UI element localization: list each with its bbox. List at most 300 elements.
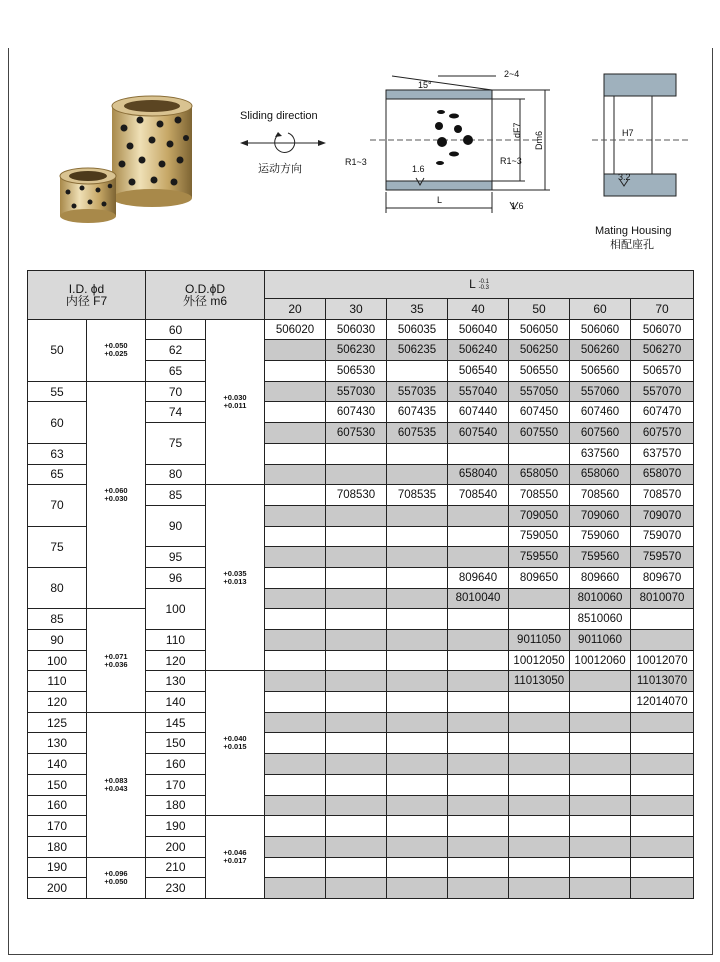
part-number-cell: 709050 <box>509 505 570 526</box>
part-number-cell: 506550 <box>509 361 570 382</box>
header-od-label: O.D.ϕD <box>184 281 226 296</box>
part-number-cell <box>326 692 387 713</box>
part-number-cell: 8010060 <box>570 588 631 609</box>
part-number-cell <box>570 795 631 816</box>
part-number-cell <box>509 774 570 795</box>
od-tolerance-upper: +0.046 <box>223 848 247 858</box>
length-header-cell: 50 <box>509 299 570 320</box>
part-number-cell <box>265 733 326 754</box>
id-tolerance-cell <box>87 712 146 857</box>
table-row <box>28 712 694 733</box>
part-number-cell <box>326 567 387 588</box>
part-number-cell: 809640 <box>448 567 509 588</box>
header-length-tol-lower: -0.3 <box>478 284 489 291</box>
id-tolerance-cell <box>87 609 146 712</box>
part-number-cell: 759560 <box>570 547 631 568</box>
id-tolerance-cell <box>87 381 146 609</box>
part-number-cell <box>448 816 509 837</box>
part-number-cell <box>631 754 694 775</box>
part-number-cell: 708540 <box>448 485 509 506</box>
part-number-cell <box>631 836 694 857</box>
part-number-cell <box>326 795 387 816</box>
od-value-cell: 110 <box>146 630 206 651</box>
part-number-cell: 708570 <box>631 485 694 506</box>
part-number-cell <box>265 816 326 837</box>
header-length-label: L <box>469 277 476 292</box>
part-number-cell <box>265 485 326 506</box>
part-number-cell <box>326 816 387 837</box>
sliding-direction-label-cn: 运动方向 <box>258 163 302 175</box>
od-value-cell: 96 <box>146 567 206 588</box>
part-number-cell <box>387 526 448 547</box>
od-tolerance-cell <box>206 485 265 671</box>
part-number-cell <box>631 857 694 878</box>
part-number-cell <box>265 526 326 547</box>
od-tolerance-cell <box>206 319 265 485</box>
part-number-cell: 759070 <box>631 526 694 547</box>
roughness-2-label: 1.6 <box>511 201 524 211</box>
fit-inner-label: dF7 <box>512 122 522 138</box>
part-number-cell <box>631 878 694 899</box>
length-header-cell: 70 <box>631 299 694 320</box>
od-value-cell: 74 <box>146 402 206 423</box>
part-number-cell <box>509 878 570 899</box>
part-number-cell: 637570 <box>631 443 694 464</box>
part-number-cell <box>387 878 448 899</box>
id-tolerance-cell <box>87 857 146 898</box>
part-number-cell <box>387 464 448 485</box>
od-value-cell: 170 <box>146 774 206 795</box>
id-value-cell: 63 <box>28 443 87 464</box>
part-number-cell <box>265 878 326 899</box>
part-number-cell: 9011060 <box>570 630 631 651</box>
mating-housing-drawing <box>592 68 692 208</box>
od-value-cell: 100 <box>146 588 206 629</box>
part-number-cell <box>570 836 631 857</box>
part-number-cell: 658040 <box>448 464 509 485</box>
part-number-cell <box>387 774 448 795</box>
part-number-cell <box>509 816 570 837</box>
part-number-cell <box>326 650 387 671</box>
header-length <box>265 271 694 299</box>
part-number-cell <box>265 361 326 382</box>
od-tolerance-cell <box>206 816 265 899</box>
part-number-cell <box>326 526 387 547</box>
part-number-cell <box>631 733 694 754</box>
part-number-cell <box>448 878 509 899</box>
id-tolerance-upper: +0.060 <box>104 486 128 496</box>
id-tolerance-upper: +0.071 <box>104 651 128 661</box>
part-number-cell: 506260 <box>570 340 631 361</box>
id-value-cell: 140 <box>28 754 87 775</box>
od-value-cell: 120 <box>146 650 206 671</box>
id-tolerance-upper: +0.050 <box>104 341 128 351</box>
od-value-cell: 160 <box>146 754 206 775</box>
part-number-cell <box>326 630 387 651</box>
od-tolerance-upper: +0.040 <box>223 734 247 744</box>
part-number-cell <box>326 547 387 568</box>
housing-roughness-label: 3.2 <box>618 172 631 182</box>
part-number-cell <box>387 733 448 754</box>
part-number-cell: 12014070 <box>631 692 694 713</box>
part-number-cell <box>265 567 326 588</box>
part-number-cell <box>265 630 326 651</box>
part-number-cell <box>631 795 694 816</box>
part-number-cell: 759570 <box>631 547 694 568</box>
part-number-cell: 8010070 <box>631 588 694 609</box>
part-number-cell <box>265 795 326 816</box>
part-number-cell <box>448 857 509 878</box>
part-number-cell: 607535 <box>387 423 448 444</box>
bushing-product-image <box>52 88 202 228</box>
part-number-cell <box>631 816 694 837</box>
table-row <box>28 857 694 878</box>
part-number-cell <box>326 505 387 526</box>
part-number-cell: 506570 <box>631 361 694 382</box>
od-value-cell: 210 <box>146 857 206 878</box>
part-number-cell <box>448 774 509 795</box>
part-number-cell <box>326 836 387 857</box>
header-od-cn: 外径 m6 <box>183 293 228 308</box>
part-number-cell <box>448 630 509 651</box>
part-number-cell <box>448 692 509 713</box>
part-number-cell <box>570 692 631 713</box>
header-od <box>146 271 265 320</box>
part-number-cell <box>448 526 509 547</box>
housing-label: Mating Housing <box>595 225 672 237</box>
part-number-cell: 607450 <box>509 402 570 423</box>
part-number-cell: 506050 <box>509 319 570 340</box>
part-number-cell: 10012070 <box>631 650 694 671</box>
part-number-cell: 506060 <box>570 319 631 340</box>
od-value-cell: 200 <box>146 836 206 857</box>
part-number-cell <box>448 650 509 671</box>
id-tolerance-lower: +0.030 <box>104 494 128 504</box>
part-number-cell <box>326 774 387 795</box>
id-value-cell: 60 <box>28 402 87 443</box>
od-value-cell: 60 <box>146 319 206 340</box>
od-value-cell: 140 <box>146 692 206 713</box>
part-number-cell <box>265 443 326 464</box>
part-number-cell: 506270 <box>631 340 694 361</box>
part-number-cell <box>570 816 631 837</box>
part-number-cell <box>326 857 387 878</box>
part-number-cell: 809670 <box>631 567 694 588</box>
od-tolerance-lower: +0.011 <box>223 400 247 410</box>
part-number-cell: 9011050 <box>509 630 570 651</box>
part-number-cell <box>387 505 448 526</box>
header-id-cn: 内径 F7 <box>65 293 108 308</box>
od-value-cell: 62 <box>146 340 206 361</box>
part-number-cell: 557070 <box>631 381 694 402</box>
part-number-cell <box>265 547 326 568</box>
od-value-cell: 190 <box>146 816 206 837</box>
part-number-cell <box>326 754 387 775</box>
id-value-cell: 75 <box>28 526 87 567</box>
frame-bottom-border <box>8 954 713 955</box>
part-number-cell: 607470 <box>631 402 694 423</box>
id-value-cell: 50 <box>28 319 87 381</box>
id-value-cell: 70 <box>28 485 87 526</box>
part-number-cell: 759060 <box>570 526 631 547</box>
id-value-cell: 65 <box>28 464 87 485</box>
part-number-cell <box>387 588 448 609</box>
roughness-1-label: 1.6 <box>412 164 425 174</box>
part-number-cell <box>387 692 448 713</box>
part-number-cell <box>448 671 509 692</box>
part-number-cell <box>448 836 509 857</box>
housing-label-cn: 相配座孔 <box>610 239 654 251</box>
part-number-cell <box>265 650 326 671</box>
part-number-cell <box>509 795 570 816</box>
part-number-cell <box>387 816 448 837</box>
part-number-cell <box>570 671 631 692</box>
part-number-cell <box>448 443 509 464</box>
part-number-cell <box>509 692 570 713</box>
frame-right-border <box>712 48 713 954</box>
part-number-cell <box>265 692 326 713</box>
part-number-cell: 557030 <box>326 381 387 402</box>
od-value-cell: 80 <box>146 464 206 485</box>
part-number-cell <box>387 754 448 775</box>
table-row <box>28 381 694 402</box>
radius-left-label: R1~3 <box>345 157 367 167</box>
part-number-cell: 11013050 <box>509 671 570 692</box>
fit-outer-label: Dm6 <box>534 130 544 150</box>
part-number-cell <box>631 609 694 630</box>
sliding-direction-label: Sliding direction <box>240 110 318 122</box>
part-number-cell <box>387 795 448 816</box>
radius-right-label: R1~3 <box>500 156 522 166</box>
id-tolerance-upper: +0.096 <box>104 868 128 878</box>
id-tolerance-lower: +0.025 <box>104 349 128 359</box>
part-number-cell: 506250 <box>509 340 570 361</box>
part-number-cell: 607440 <box>448 402 509 423</box>
angle-label: 15° <box>418 80 432 90</box>
header-id <box>28 271 146 320</box>
id-value-cell: 150 <box>28 774 87 795</box>
part-number-cell: 10012060 <box>570 650 631 671</box>
part-number-cell: 607435 <box>387 402 448 423</box>
part-number-cell: 11013070 <box>631 671 694 692</box>
part-number-cell: 708535 <box>387 485 448 506</box>
part-number-cell: 8510060 <box>570 609 631 630</box>
part-number-cell: 506240 <box>448 340 509 361</box>
part-number-cell: 607460 <box>570 402 631 423</box>
part-number-cell <box>326 671 387 692</box>
part-number-cell <box>265 402 326 423</box>
part-number-cell <box>509 712 570 733</box>
part-number-cell <box>570 712 631 733</box>
part-number-cell: 708560 <box>570 485 631 506</box>
part-number-cell: 506530 <box>326 361 387 382</box>
id-value-cell: 100 <box>28 650 87 671</box>
id-value-cell: 85 <box>28 609 87 630</box>
length-header-cell: 35 <box>387 299 448 320</box>
length-header-cell: 30 <box>326 299 387 320</box>
part-number-cell <box>509 588 570 609</box>
part-number-cell <box>448 795 509 816</box>
od-value-cell: 145 <box>146 712 206 733</box>
od-tolerance-lower: +0.015 <box>223 742 247 752</box>
part-number-cell: 506540 <box>448 361 509 382</box>
header-id-label: I.D. ϕd <box>68 281 105 296</box>
od-value-cell: 150 <box>146 733 206 754</box>
id-tolerance-lower: +0.050 <box>104 876 128 886</box>
id-value-cell: 90 <box>28 630 87 651</box>
part-number-cell <box>509 836 570 857</box>
part-number-cell: 637560 <box>570 443 631 464</box>
part-number-cell: 607550 <box>509 423 570 444</box>
part-number-cell <box>509 443 570 464</box>
part-number-cell <box>326 609 387 630</box>
part-number-cell <box>265 857 326 878</box>
part-number-cell: 557040 <box>448 381 509 402</box>
part-number-cell: 10012050 <box>509 650 570 671</box>
part-number-cell <box>387 443 448 464</box>
sliding-direction-arrow-icon <box>238 128 328 158</box>
part-number-cell <box>570 733 631 754</box>
part-number-cell: 607530 <box>326 423 387 444</box>
id-value-cell: 120 <box>28 692 87 713</box>
id-value-cell: 125 <box>28 712 87 733</box>
part-number-cell <box>509 609 570 630</box>
part-number-cell <box>265 774 326 795</box>
part-number-cell: 709070 <box>631 505 694 526</box>
part-number-cell <box>387 609 448 630</box>
od-value-cell: 75 <box>146 423 206 464</box>
id-value-cell: 80 <box>28 567 87 608</box>
part-number-cell: 708530 <box>326 485 387 506</box>
part-number-cell <box>570 774 631 795</box>
od-value-cell: 70 <box>146 381 206 402</box>
length-header-cell: 40 <box>448 299 509 320</box>
part-number-cell <box>265 423 326 444</box>
part-number-cell: 658070 <box>631 464 694 485</box>
part-number-cell: 557060 <box>570 381 631 402</box>
part-number-cell <box>448 733 509 754</box>
part-number-cell <box>387 361 448 382</box>
length-header-cell: 20 <box>265 299 326 320</box>
od-tolerance-lower: +0.013 <box>223 576 247 586</box>
id-tolerance-upper: +0.083 <box>104 775 128 785</box>
od-value-cell: 85 <box>146 485 206 506</box>
part-number-cell: 506560 <box>570 361 631 382</box>
part-number-cell: 607570 <box>631 423 694 444</box>
header-length-tol-upper: -0.1 <box>478 278 489 285</box>
part-number-cell <box>326 464 387 485</box>
od-tolerance-cell <box>206 671 265 816</box>
part-number-cell <box>387 836 448 857</box>
part-number-cell <box>570 878 631 899</box>
part-number-cell: 506020 <box>265 319 326 340</box>
part-number-cell <box>326 443 387 464</box>
od-tolerance-lower: +0.017 <box>223 856 247 866</box>
part-number-cell <box>387 567 448 588</box>
part-number-cell: 506035 <box>387 319 448 340</box>
table-row <box>28 319 694 340</box>
part-number-cell <box>509 733 570 754</box>
part-number-cell: 759550 <box>509 547 570 568</box>
id-tolerance-cell <box>87 319 146 381</box>
part-number-cell: 506235 <box>387 340 448 361</box>
part-number-cell: 759050 <box>509 526 570 547</box>
part-number-cell <box>570 754 631 775</box>
part-number-cell <box>509 754 570 775</box>
part-number-cell <box>448 609 509 630</box>
part-number-cell: 709060 <box>570 505 631 526</box>
part-number-cell <box>631 712 694 733</box>
part-number-cell <box>326 588 387 609</box>
part-number-cell <box>326 733 387 754</box>
id-value-cell: 200 <box>28 878 87 899</box>
spec-table <box>27 270 694 899</box>
part-number-cell <box>387 650 448 671</box>
id-tolerance-lower: +0.036 <box>104 659 128 669</box>
od-value-cell: 95 <box>146 547 206 568</box>
id-value-cell: 110 <box>28 671 87 692</box>
od-value-cell: 90 <box>146 505 206 546</box>
chamfer-label: 2~4 <box>504 69 520 79</box>
part-number-cell <box>265 836 326 857</box>
part-number-cell <box>387 630 448 651</box>
part-number-cell <box>387 671 448 692</box>
part-number-cell <box>631 774 694 795</box>
part-number-cell <box>387 712 448 733</box>
part-number-cell <box>265 671 326 692</box>
od-value-cell: 130 <box>146 671 206 692</box>
part-number-cell <box>265 712 326 733</box>
part-number-cell <box>631 630 694 651</box>
od-tolerance-upper: +0.030 <box>223 392 247 402</box>
od-value-cell: 180 <box>146 795 206 816</box>
id-value-cell: 180 <box>28 836 87 857</box>
part-number-cell <box>265 381 326 402</box>
part-number-cell: 8010040 <box>448 588 509 609</box>
part-number-cell: 658050 <box>509 464 570 485</box>
bushing-section-drawing <box>340 68 560 218</box>
part-number-cell <box>265 609 326 630</box>
part-number-cell <box>265 754 326 775</box>
part-number-cell <box>265 505 326 526</box>
part-number-cell <box>265 340 326 361</box>
id-tolerance-lower: +0.043 <box>104 783 128 793</box>
table-body <box>28 319 694 898</box>
part-number-cell: 607560 <box>570 423 631 444</box>
id-value-cell: 55 <box>28 381 87 402</box>
part-number-cell: 658060 <box>570 464 631 485</box>
part-number-cell <box>326 878 387 899</box>
part-number-cell: 506230 <box>326 340 387 361</box>
part-number-cell: 506070 <box>631 319 694 340</box>
part-number-cell <box>448 712 509 733</box>
part-number-cell <box>326 712 387 733</box>
od-value-cell: 230 <box>146 878 206 899</box>
part-number-cell <box>448 505 509 526</box>
part-number-cell <box>570 857 631 878</box>
part-number-cell <box>265 464 326 485</box>
part-number-cell <box>509 857 570 878</box>
length-label: L <box>437 195 443 205</box>
part-number-cell: 607430 <box>326 402 387 423</box>
od-tolerance-upper: +0.035 <box>223 568 247 578</box>
part-number-cell: 607540 <box>448 423 509 444</box>
id-value-cell: 190 <box>28 857 87 878</box>
part-number-cell: 809650 <box>509 567 570 588</box>
housing-fit-label: H7 <box>622 128 634 138</box>
part-number-cell: 809660 <box>570 567 631 588</box>
part-number-cell <box>387 547 448 568</box>
